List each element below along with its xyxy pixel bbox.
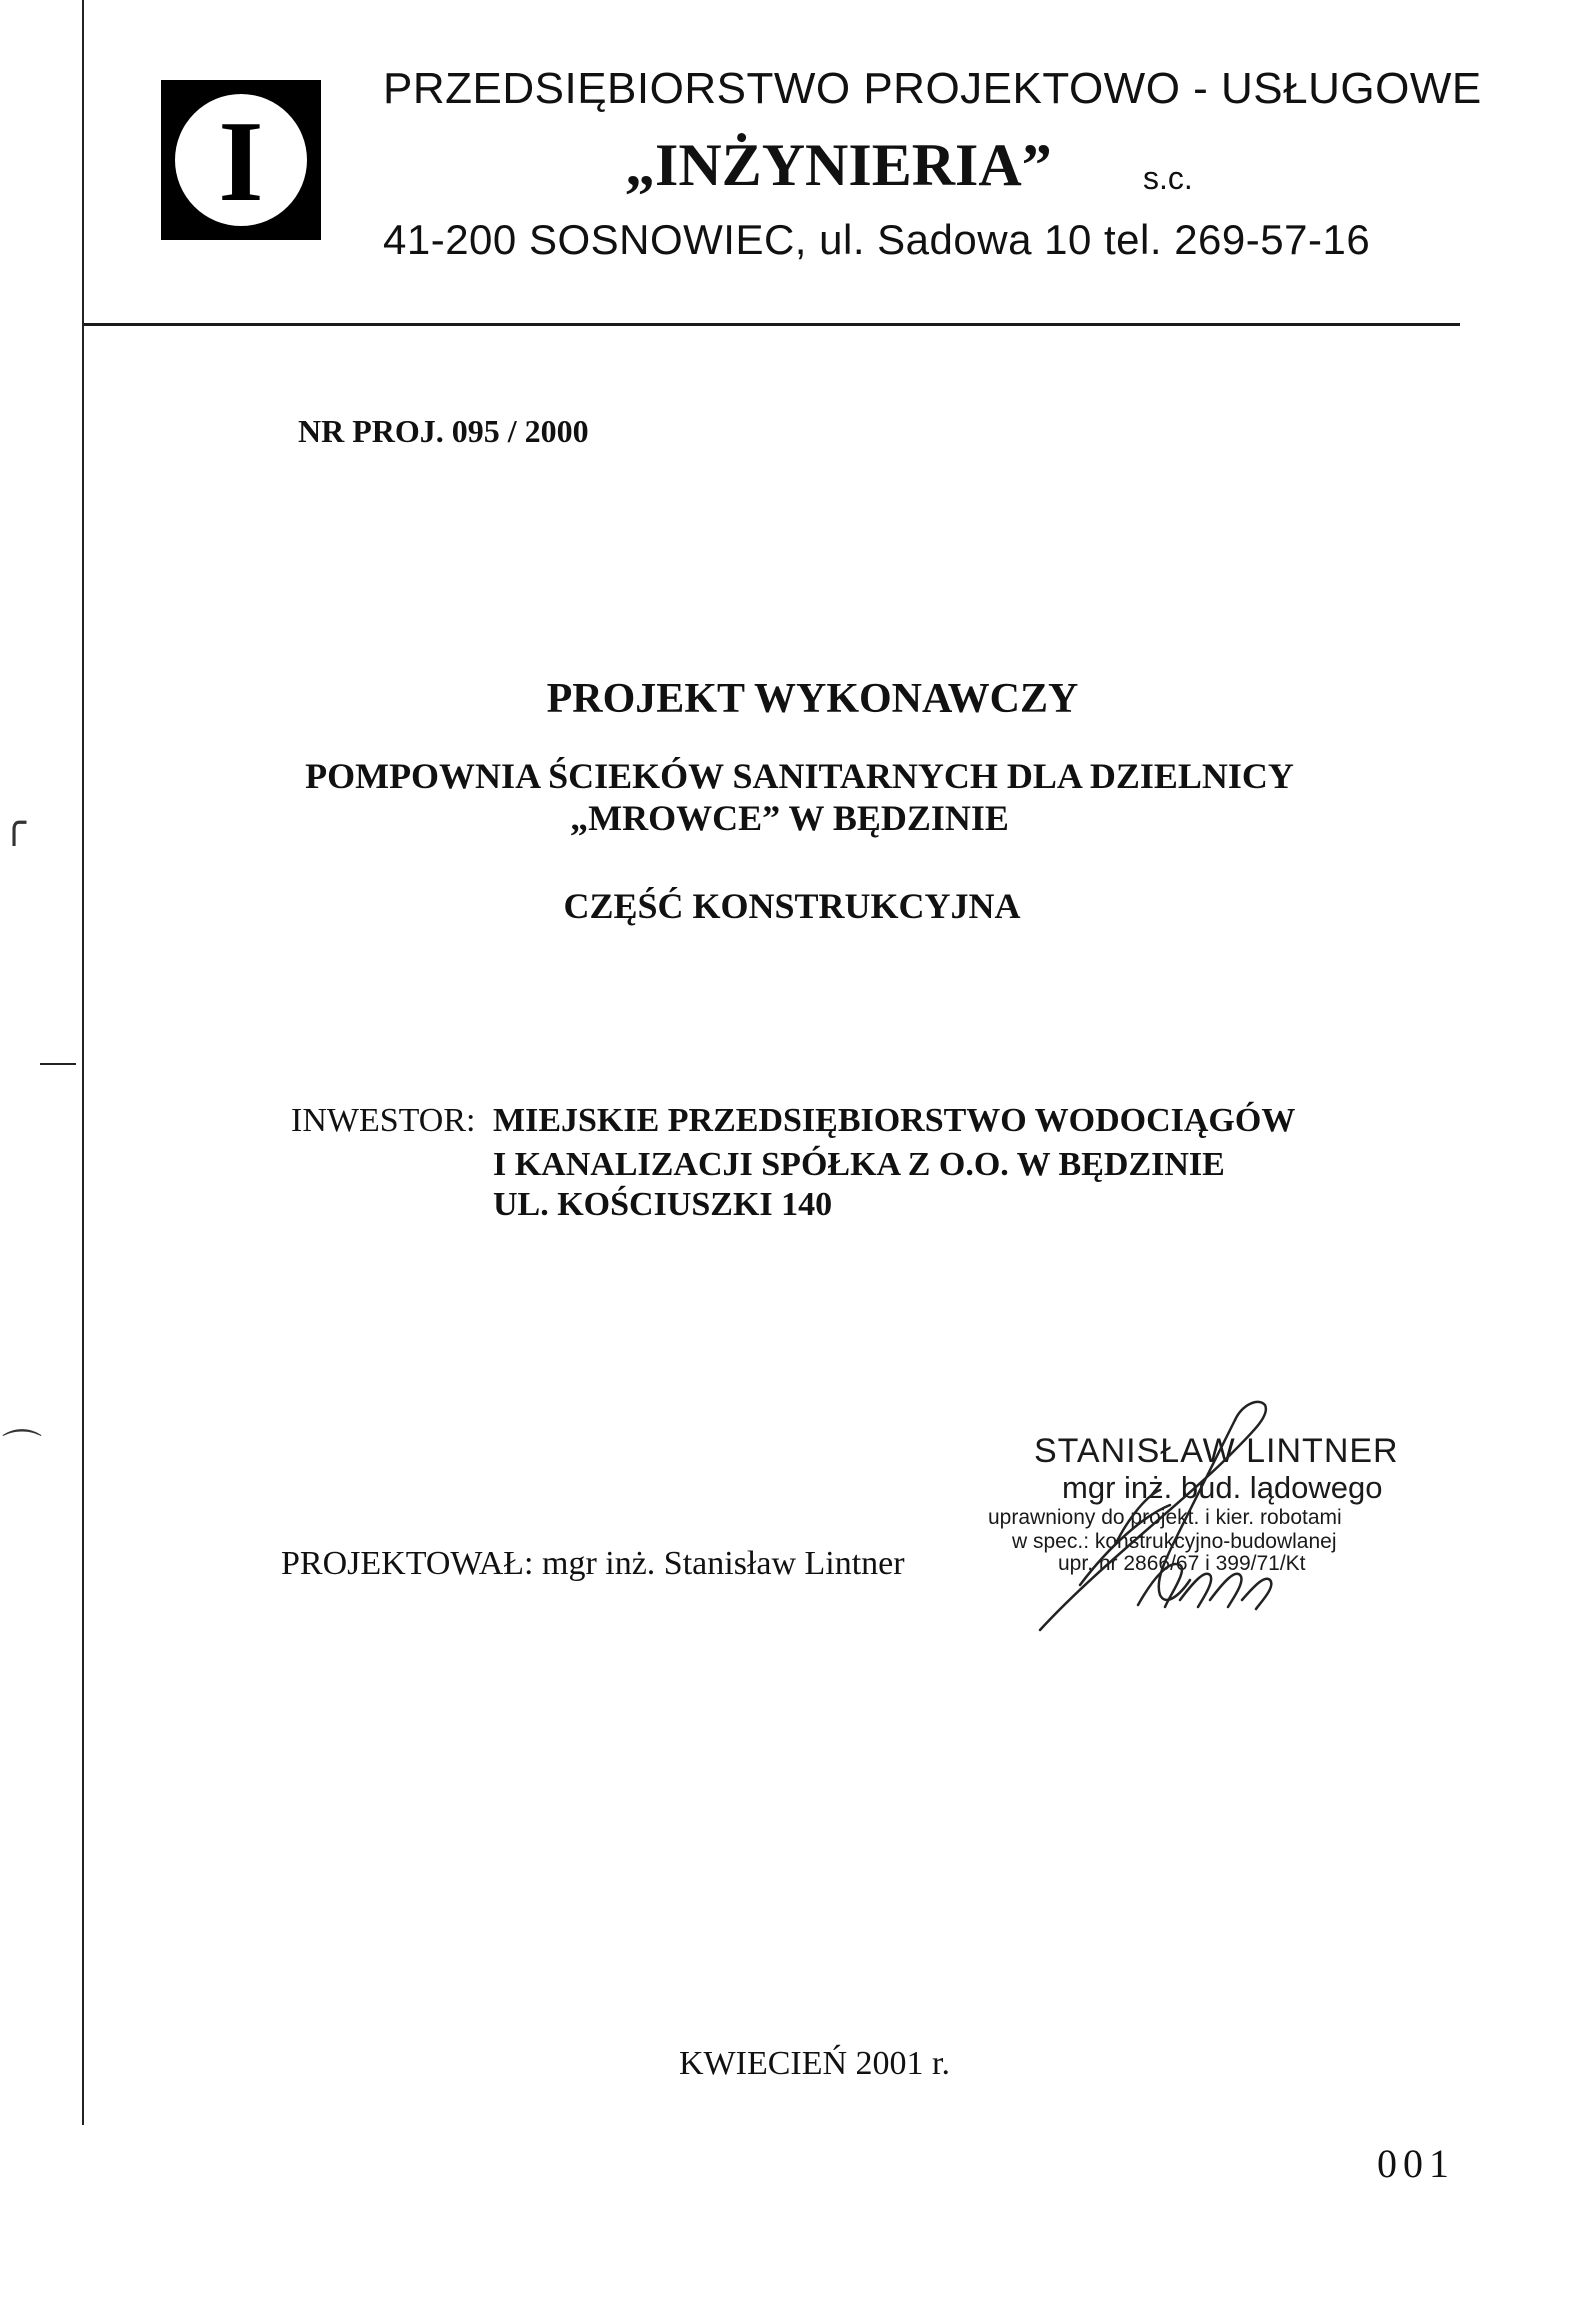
- company-suffix: s.c.: [1143, 160, 1193, 196]
- binding-margin-line: [82, 0, 84, 2125]
- stamp-title: mgr inż. bud. lądowego: [1062, 1470, 1383, 1505]
- header-divider: [84, 323, 1460, 326]
- project-number: NR PROJ. 095 / 2000: [298, 413, 589, 449]
- stamp-number-line: upr. nr 2866/67 i 399/71/Kt: [1058, 1552, 1306, 1575]
- stamp-license-line: uprawniony do projekt. i kier. robotami: [988, 1506, 1342, 1529]
- margin-tick-mark: [40, 1063, 76, 1065]
- investor-name-line-2: I KANALIZACJI SPÓŁKA Z O.O. W BĘDZINIE: [493, 1146, 1225, 1183]
- stamp-specialty-line: w spec.: konstrukcyjno-budowlanej: [1012, 1530, 1337, 1553]
- logo-letter: I: [218, 98, 264, 226]
- investor-label: INWESTOR:: [291, 1102, 476, 1139]
- project-title-line-1: POMPOWNIA ŚCIEKÓW SANITARNYCH DLA DZIELNICY: [305, 756, 1294, 796]
- investor-name-line-1: MIEJSKIE PRZEDSIĘBIORSTWO WODOCIĄGÓW: [493, 1102, 1296, 1139]
- company-type: PRZEDSIĘBIORSTWO PROJEKTOWO - USŁUGOWE: [383, 64, 1482, 113]
- handwritten-signature: [1020, 1395, 1350, 1635]
- project-title-line-2: „MROWCE” W BĘDZINIE: [570, 798, 1009, 838]
- scan-artifact-mark: ╭: [2, 801, 27, 845]
- company-name: „INŻYNIERIA”: [625, 132, 1052, 198]
- document-date: KWIECIEŃ 2001 r.: [678, 2045, 950, 2082]
- stamp-name: STANISŁAW LINTNER: [1034, 1432, 1399, 1470]
- page-number: 001: [1377, 2141, 1455, 2186]
- company-logo: [161, 80, 321, 240]
- designed-by: PROJEKTOWAŁ: mgr inż. Stanisław Lintner: [281, 1545, 905, 1582]
- document-type: PROJEKT WYKONAWCZY: [546, 676, 1079, 722]
- logo-emblem-icon: [161, 80, 321, 240]
- document-part: CZĘŚĆ KONSTRUKCYJNA: [563, 886, 1021, 926]
- company-address: 41-200 SOSNOWIEC, ul. Sadowa 10 tel. 269-57-16: [383, 216, 1371, 263]
- scan-artifact-mark: ⌒: [2, 1428, 42, 1472]
- investor-address: UL. KOŚCIUSZKI 140: [493, 1186, 833, 1223]
